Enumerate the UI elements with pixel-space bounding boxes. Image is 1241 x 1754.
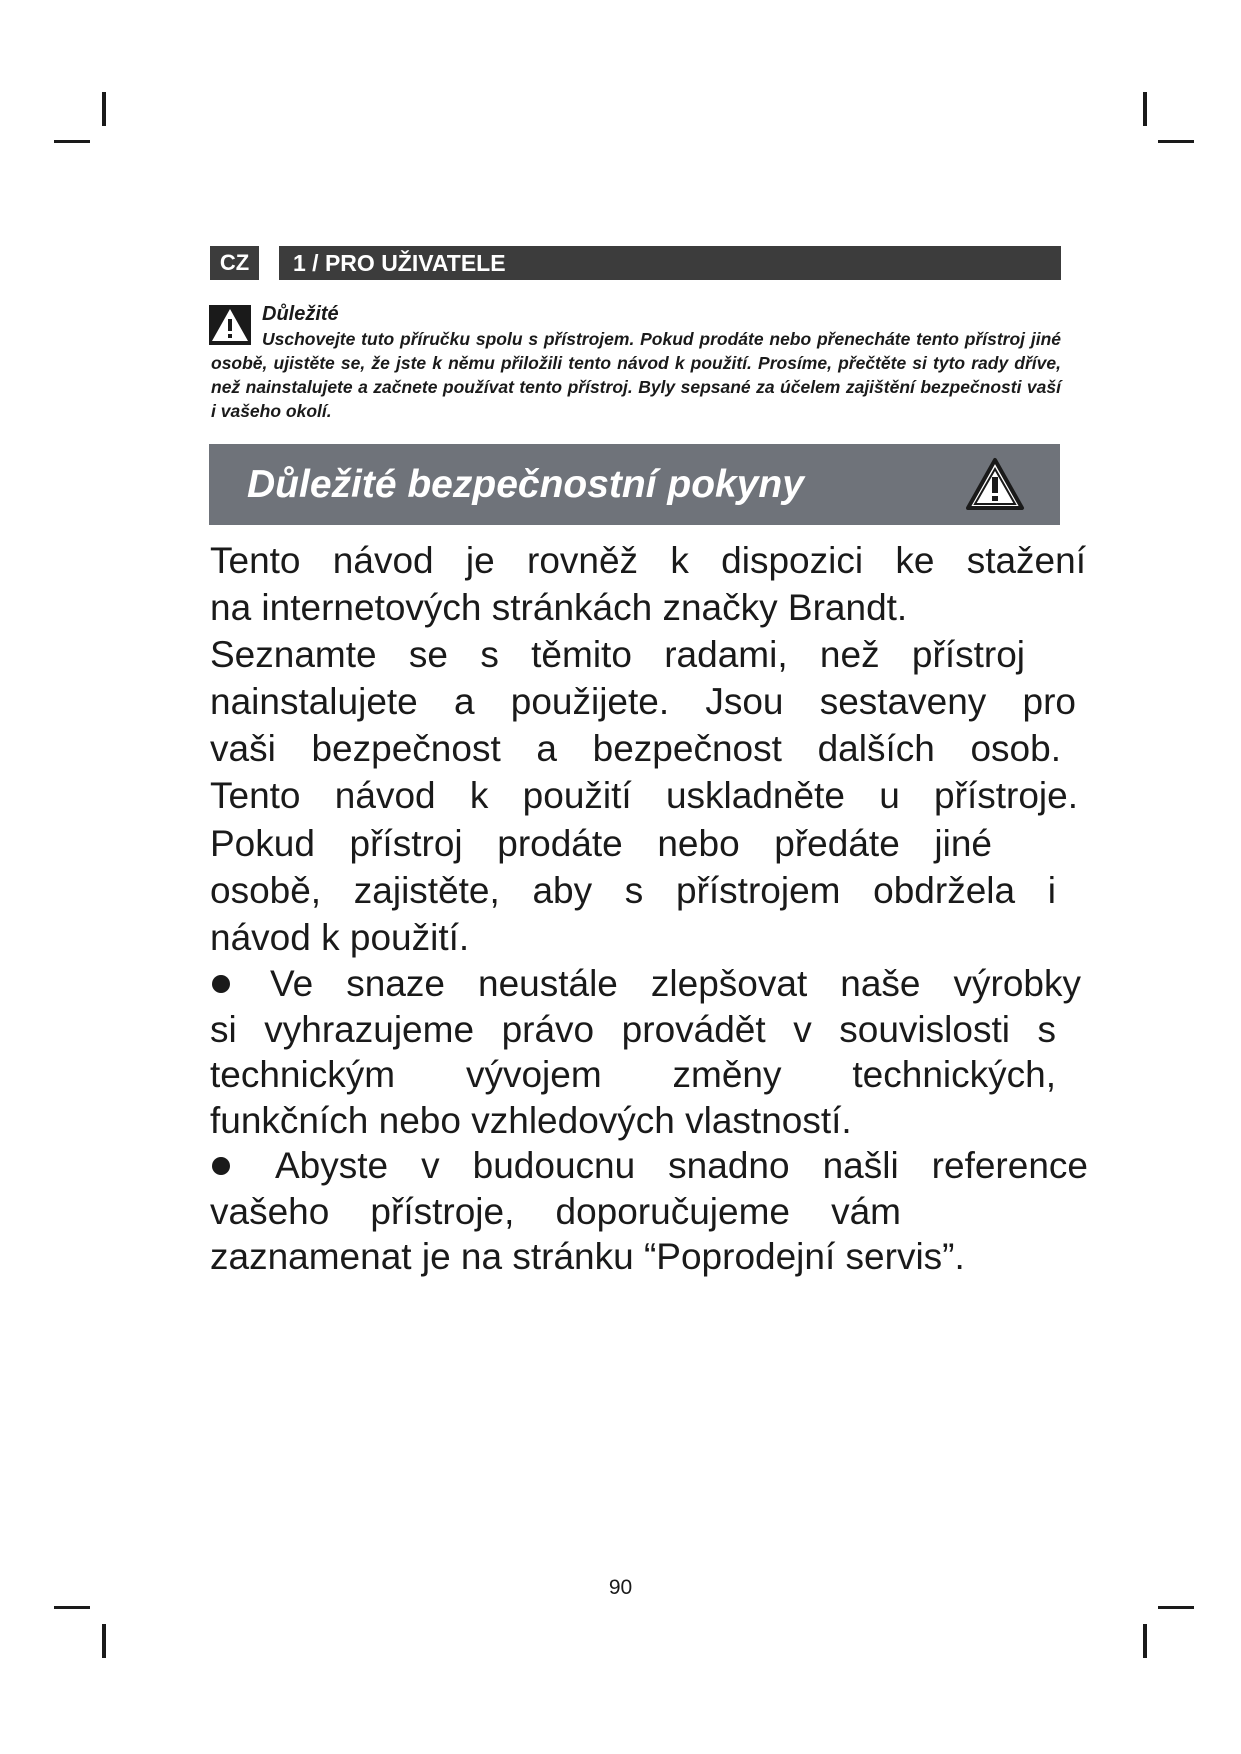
body-line: návod k použití. bbox=[210, 917, 470, 958]
crop-mark bbox=[1158, 140, 1194, 143]
body-line: si vyhrazujeme právo provádět v souvislosti s bbox=[210, 1009, 1056, 1050]
body-line: vaši bezpečnost a bezpečnost dalších osob. bbox=[210, 728, 1061, 769]
bullet-icon bbox=[212, 975, 230, 993]
safety-banner bbox=[209, 444, 1060, 525]
page-number: 90 bbox=[608, 1576, 633, 1599]
body-line: Pokud přístroj prodáte nebo předáte jiné bbox=[210, 823, 992, 864]
crop-mark bbox=[54, 140, 90, 143]
body-line: Tento návod je rovněž k dispozici ke stažení bbox=[210, 540, 1086, 581]
safety-title: Důležité bezpečnostní pokyny bbox=[247, 463, 804, 506]
crop-mark bbox=[102, 1624, 106, 1658]
crop-mark bbox=[1143, 92, 1147, 126]
body-line: Tento návod k použití uskladněte u přístroje. bbox=[210, 775, 1078, 816]
crop-mark bbox=[54, 1606, 90, 1609]
notice-text: Uschovejte tuto příručku spolu s přístrojem. Pokud prodáte nebo přenecháte tento přístroj jiné osobě, ujistěte se, že jste k němu přiložili tento návod k použití. Prosíme, přečtěte si tyto rady dříve, než nainstalujete a začnete používat tento přístroj. Byly sepsané za účelem zajištění bezpečnosti vaší i vašeho okolí. bbox=[211, 329, 1061, 421]
body-line: osobě, zajistěte, aby s přístrojem obdržela i bbox=[210, 870, 1056, 911]
crop-mark bbox=[1158, 1606, 1194, 1609]
language-badge: CZ bbox=[210, 246, 259, 280]
body-line: Seznamte se s těmito radami, než přístroj bbox=[210, 634, 1025, 675]
bullet-icon bbox=[212, 1157, 230, 1175]
body-line: funkčních nebo vzhledových vlastností. bbox=[210, 1100, 852, 1141]
body-line: Ve snaze neustále zlepšovat naše výrobky bbox=[270, 963, 1081, 1004]
body-line: na internetových stránkách značky Brandt. bbox=[210, 587, 908, 628]
crop-mark bbox=[1143, 1624, 1147, 1658]
warning-triangle-icon bbox=[965, 457, 1025, 511]
body-line: zaznamenat je na stránku “Poprodejní servis”. bbox=[210, 1236, 965, 1277]
body-line: nainstalujete a použijete. Jsou sestaveny pro bbox=[210, 681, 1076, 722]
section-title: 1 / PRO UŽIVATELE bbox=[279, 246, 1061, 280]
notice-title: Důležité bbox=[262, 303, 339, 325]
body-line: vašeho přístroje, doporučujeme vám bbox=[210, 1191, 901, 1232]
body-line: technickým vývojem změny technických, bbox=[210, 1054, 1056, 1095]
crop-mark bbox=[102, 92, 106, 126]
body-line: Abyste v budoucnu snadno našli reference bbox=[275, 1145, 1088, 1186]
